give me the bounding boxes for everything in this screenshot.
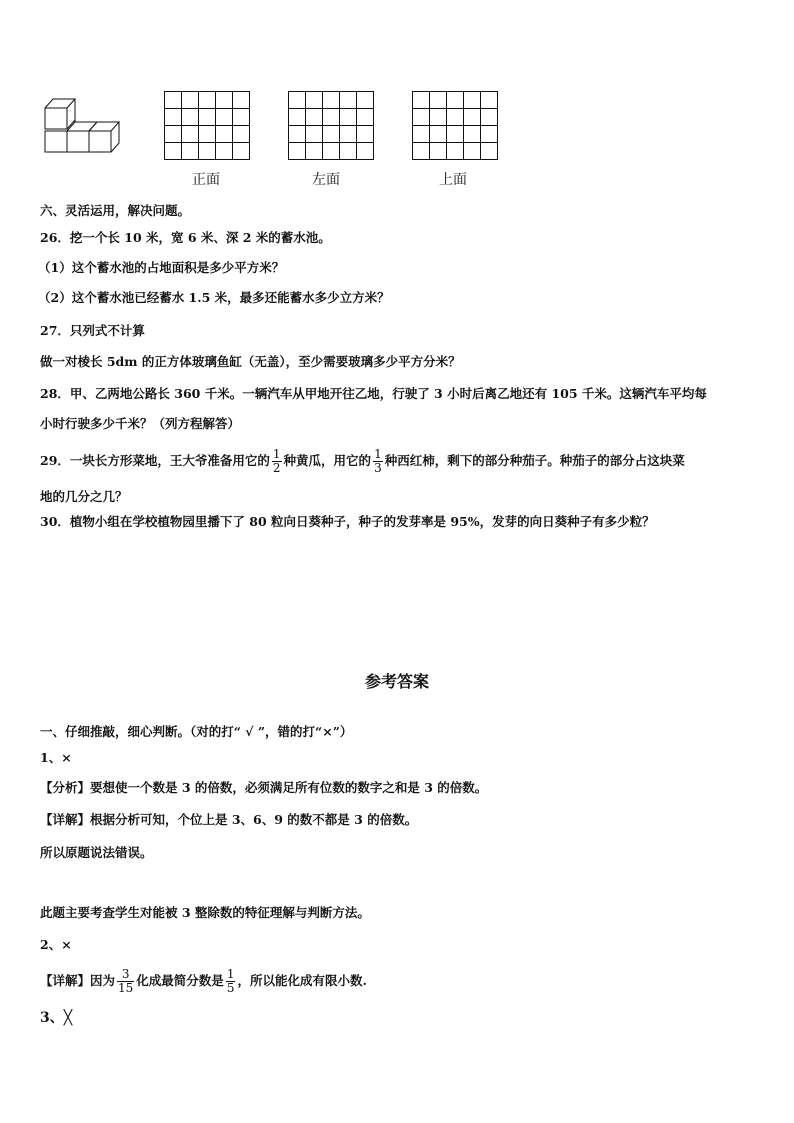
q29-part1: 29．一块长方形菜地，王大爷准备用它的: [40, 453, 270, 468]
top-grid-drawing: [412, 91, 498, 161]
left-view-caption: 左面: [312, 172, 340, 188]
answer2-frac1-den: 15: [118, 981, 134, 995]
cube-stack-figure: [42, 96, 124, 156]
q28-line2: 小时行驶多少千米？（列方程解答）: [40, 416, 241, 431]
answer2-frac2-den: 5: [226, 981, 235, 995]
answer1-analysis: 【分析】要想使一个数是 3 的倍数，必须满足所有位数的数字之和是 3 的倍数。: [40, 780, 488, 795]
front-view-caption: 正面: [192, 172, 220, 188]
cube-stack-drawing: [42, 96, 124, 156]
answer2-part3: ，所以能化成有限小数.: [237, 973, 367, 988]
front-view-grid: [164, 91, 250, 165]
q29-fraction-third: [373, 448, 383, 475]
answer2-part2: 化成最简分数是: [136, 973, 224, 988]
q30-text: 30．植物小组在学校植物园里播下了 80 粒向日葵种子，种子的发芽率是 95%，发芽的向日葵种子有多少粒？: [40, 514, 655, 529]
left-grid-drawing: [288, 91, 374, 161]
q29-fraction-half: [272, 448, 282, 475]
top-view-caption: 上面: [439, 172, 467, 188]
q29-line2: 地的几分之几？: [40, 489, 128, 504]
top-view-grid: [412, 91, 498, 165]
answer1-note: 此题主要考查学生对能被 3 整除数的特征理解与判断方法。: [40, 905, 370, 920]
q29-frac2-den: 3: [374, 461, 382, 475]
answer1-detail: 【详解】根据分析可知，个位上是 3、6、9 的数不都是 3 的倍数。: [40, 812, 418, 827]
left-view-grid: [288, 91, 374, 165]
answer2-frac1-num: 3: [117, 968, 134, 982]
q28-line1: 28．甲、乙两地公路长 360 千米。一辆汽车从甲地开往乙地，行驶了 3 小时后离乙地还有 105 千米。这辆汽车平均每: [40, 386, 707, 401]
answer2-fraction-1-5: [226, 968, 236, 995]
q29-frac2-num: 1: [374, 447, 382, 461]
q27-body: 做一对棱长 5dm 的正方体玻璃鱼缸（无盖），至少需要玻璃多少平方分米？: [40, 354, 461, 369]
q29-line1: [40, 444, 685, 478]
q29-frac1-num: 1: [272, 447, 281, 461]
q27-text: 27．只列式不计算: [40, 323, 145, 338]
answer2-label: 2、×: [40, 937, 72, 952]
q29-frac1-den: 2: [272, 461, 281, 475]
answer2-frac2-num: 1: [226, 967, 235, 981]
answer2-part1: 【详解】因为: [40, 973, 116, 988]
q29-part2: 种黄瓜，用它的: [283, 453, 372, 468]
front-grid-drawing: [164, 91, 250, 161]
answer3-label: 3、╳: [40, 1010, 73, 1026]
q26-sub2: （2）这个蓄水池已经蓄水 1.5 米，最多还能蓄水多少立方米？: [38, 290, 390, 305]
q26-sub1: （1）这个蓄水池的占地面积是多少平方米？: [38, 260, 285, 275]
answer2-detail: [40, 963, 367, 999]
answer1-label: 1、×: [40, 750, 72, 765]
answers-title: 参考答案: [364, 672, 429, 691]
answer2-fraction-3-15: [117, 968, 134, 995]
answer1-conclusion: 所以原题说法错误。: [40, 845, 153, 860]
answers-sec1-heading: 一、仔细推敲，细心判断。（对的打“ √ ”，错的打“×”）: [40, 724, 353, 739]
q26-text: 26．挖一个长 10 米，宽 6 米、深 2 米的蓄水池。: [40, 230, 331, 245]
q29-part3: 种西红柿，剩下的部分种茄子。种茄子的部分占这块菜: [384, 453, 685, 468]
section6-heading: 六、灵活运用，解决问题。: [40, 203, 191, 218]
